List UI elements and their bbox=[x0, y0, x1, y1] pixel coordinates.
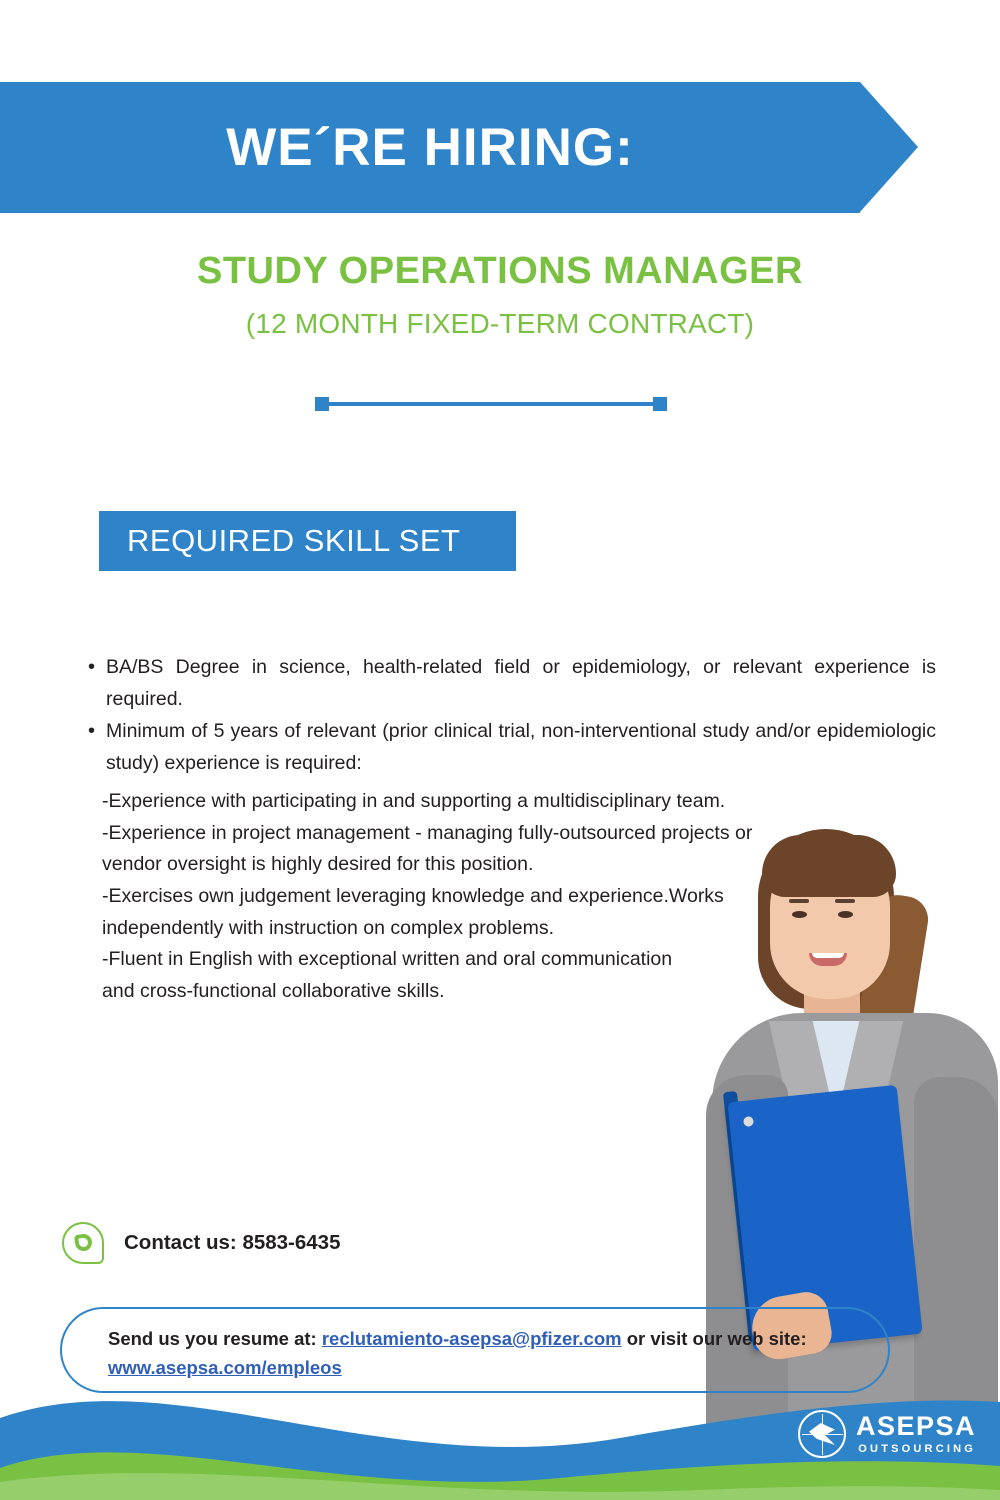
job-subtitle: (12 MONTH FIXED-TERM CONTRACT) bbox=[245, 308, 755, 339]
eye-left bbox=[792, 911, 807, 918]
hiring-title: WE´RE HIRING: bbox=[226, 118, 634, 177]
divider-cap-right bbox=[653, 397, 667, 411]
fringe-shape bbox=[762, 835, 896, 897]
eyebrow-left bbox=[789, 899, 809, 903]
email-link[interactable]: reclutamiento-asepsa@pfizer.com bbox=[321, 1328, 622, 1349]
sub-line: independently with instruction on complex problems. bbox=[102, 916, 554, 939]
sub-line: -Exercises own judgement leveraging knowledge and experience.Works bbox=[102, 885, 724, 908]
asepsa-logo bbox=[798, 1410, 976, 1458]
logo-subtitle: OUTSOURCING bbox=[858, 1443, 976, 1455]
contact-row bbox=[62, 1222, 340, 1264]
bird-icon bbox=[809, 1423, 835, 1445]
resume-middle: or visit our web site: bbox=[621, 1328, 807, 1349]
logo-wordmark bbox=[856, 1413, 976, 1455]
eye-right bbox=[838, 911, 853, 918]
banner-arrow-shape bbox=[860, 82, 918, 212]
phone-handset-icon bbox=[74, 1233, 93, 1252]
resume-prefix: Send us you resume at: bbox=[108, 1328, 322, 1349]
eyebrow-right bbox=[835, 899, 855, 903]
footer-waves bbox=[0, 1350, 1000, 1500]
globe-icon bbox=[798, 1410, 846, 1458]
divider bbox=[315, 397, 667, 411]
contact-label: Contact us: 8583-6435 bbox=[124, 1231, 341, 1254]
sub-line: -Fluent in English with exceptional written and oral communication bbox=[102, 948, 673, 971]
list-item: • BA/BS Degree in science, health-related field or epidemiology, or relevant experience is required. bbox=[106, 652, 938, 715]
sub-line: and cross-functional collaborative skills. bbox=[102, 979, 445, 1002]
divider-line bbox=[315, 402, 667, 406]
website-link[interactable]: www.asepsa.com/empleos bbox=[108, 1356, 342, 1378]
logo-brand: ASEPSA bbox=[855, 1411, 976, 1441]
hiring-banner bbox=[0, 82, 930, 213]
list-item: • Minimum of 5 years of relevant (prior clinical trial, non-interventional study and/or epidemiologic study) experience is required: bbox=[106, 716, 938, 779]
job-title: STUDY OPERATIONS MANAGER bbox=[197, 250, 803, 292]
requirements-bullet-list bbox=[78, 652, 938, 779]
sub-line: -Experience in project management - managing fully-outsourced projects or bbox=[102, 821, 753, 844]
whatsapp-icon bbox=[62, 1222, 104, 1264]
sub-line: -Experience with participating in and supporting a multidisciplinary team. bbox=[102, 790, 726, 813]
required-skill-set-label: REQUIRED SKILL SET bbox=[99, 511, 516, 571]
sub-line: vendor oversight is highly desired for this position. bbox=[102, 853, 534, 876]
